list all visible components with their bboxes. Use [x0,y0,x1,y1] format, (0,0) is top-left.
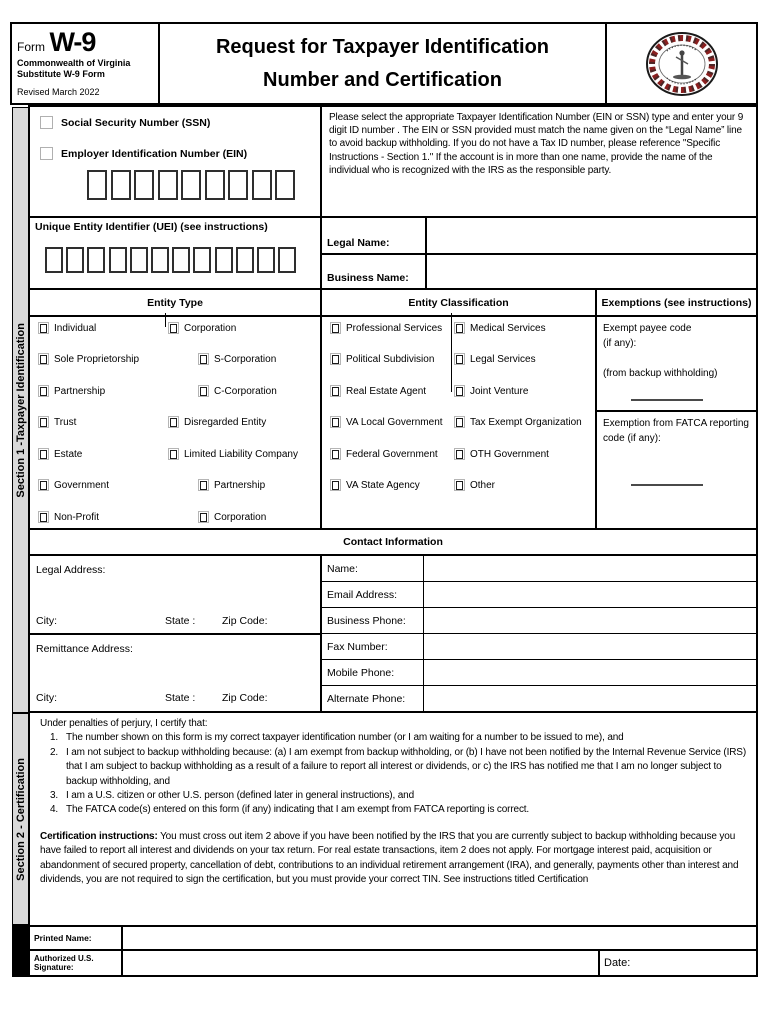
fatca-write-in-line[interactable] [631,484,703,486]
checkbox-icon[interactable] [198,385,209,397]
exemptions-cell [595,288,758,530]
mobile-phone-field[interactable] [424,660,756,685]
ein-label: Employer Identification Number (EIN) [61,147,248,160]
contact-row-label: Fax Number: [322,634,424,659]
contact-details-grid [320,554,758,713]
entity-class-option[interactable]: VA State Agency [330,479,420,491]
entity-class-option[interactable]: Real Estate Agent [330,385,426,397]
contact-row [322,660,756,686]
checkbox-icon[interactable] [330,479,341,491]
contact-row [322,634,756,660]
certification-item: 1. The number shown on this form is my correct taxpayer identification number (or I am waiting for a number to be issued to me), and [50,732,624,744]
checkbox-icon[interactable] [454,416,465,428]
ein-checkbox-icon[interactable] [40,147,53,160]
tin-instructions: Please select the appropriate Taxpayer Identification Number (EIN or SSN) type and enter your 9 digit ID number . The EIN or SSN provided must match the name given on the “Legal Name” line to avoid backup withholding. If you do not have a Tax ID number, please reference "Specific Instructions - Section 1." If the account is in more than one name, provide the name of the individual who is recognized with the IRS as the responsible party. [320,105,758,218]
entity-type-option[interactable]: S-Corporation [198,353,276,365]
checkbox-icon[interactable] [198,353,209,365]
contact-row-label: Mobile Phone: [322,660,424,685]
section-1-label: Section 1 -Taxpayer Identification [15,322,27,498]
checkbox-icon[interactable] [330,448,341,460]
form-title-line-1: Request for Taxpayer Identification [215,35,550,58]
entity-type-option[interactable]: Government [38,479,109,491]
checkbox-icon[interactable] [38,479,49,491]
form-title-line-2: Number and Certification [263,68,502,91]
business-phone-field[interactable] [424,608,756,633]
table-divider [165,313,166,327]
contact-row-label: Name: [322,556,424,581]
legal-name-label: Legal Name: [327,237,390,249]
virginia-seal-icon [623,25,741,103]
form-title [158,22,607,105]
certification-instructions-text: You must cross out item 2 above if you have been notified by the IRS that you are currently subject to backup withholding because you have failed to report all interest and dividends on your tax return. For real estate transactions, item 2 does not apply. For mortgage interest paid, acquisition or abandonment of secured property, cancellation of debt, contributions to an individual retirement arrangement (IRA), and generally, payments other than interest and dividends, you are not required to sign the certification, but you must provide your correct TIN. See instructions titled Certification [40,830,739,886]
org-line-1: Commonwealth of Virginia [17,58,131,68]
ein-option[interactable] [40,147,247,160]
tin-digit-box[interactable] [87,170,107,200]
certification-instructions [40,830,748,888]
entity-class-option[interactable]: Medical Services [454,322,546,334]
checkbox-icon[interactable] [454,479,465,491]
business-name-label: Business Name: [327,272,409,284]
certification-item: 2. I am not subject to backup withholding because: (a) I am exempt from backup withholding, or (b) I have not been notified by the Internal Revenue Service (IRS) that I am subject to backup withholding as a result of a failure to report all interest or dividends, or c) the IRS has notified me that I am no longer subject to backup withholding, and [50,746,747,787]
entity-class-option[interactable]: Other [454,479,495,491]
org-line-2: Substitute W-9 Form [17,69,105,79]
uei-box[interactable] [193,247,211,273]
uei-box[interactable] [45,247,63,273]
tin-digit-box[interactable] [181,170,201,200]
certification-instructions-label: Certification instructions: [40,830,158,842]
fatca-exemption-cell [597,412,756,530]
tin-digit-box[interactable] [228,170,248,200]
exemptions-header: Exemptions (see instructions) [597,290,756,317]
form-number: W-9 [49,27,96,57]
checkbox-icon[interactable] [198,479,209,491]
uei-box[interactable] [172,247,190,273]
tin-selection-cell [28,105,322,218]
checkbox-icon[interactable] [38,416,49,428]
legal-name-label-cell [320,216,427,255]
fatca-line-2: code (if any): [603,433,661,444]
entity-type-option[interactable]: Partnership [198,479,265,491]
state-label: State : [165,692,196,704]
certification-item: 4. The FATCA code(s) entered on this form (if any) indicating that I am exempt from FATCA reporting is correct. [50,804,530,816]
uei-label: Unique Entity Identifier (UEI) (see instructions) [35,221,268,233]
tin-digit-boxes[interactable] [87,170,299,200]
checkbox-icon[interactable] [330,322,341,334]
legal-address-label: Legal Address: [36,564,106,576]
entity-type-option[interactable]: Corporation [198,511,266,523]
contact-row [322,608,756,634]
entity-type-option[interactable]: Disregarded Entity [168,416,266,428]
entity-classification-options [322,317,595,530]
checkbox-icon[interactable] [330,416,341,428]
uei-box[interactable] [236,247,254,273]
email-field[interactable] [424,582,756,607]
checkbox-icon[interactable] [168,448,179,460]
fatca-line-1: Exemption from FATCA reporting [603,418,749,429]
entity-class-option[interactable]: Political Subdivision [330,353,434,365]
section-2-label: Section 2 - Certification [15,757,27,881]
entity-class-option[interactable]: Joint Venture [454,385,528,397]
uei-box[interactable] [130,247,148,273]
uei-box[interactable] [278,247,296,273]
name-field[interactable] [424,556,756,581]
table-divider [451,313,452,392]
city-label: City: [36,615,57,627]
checkbox-icon[interactable] [198,511,209,523]
exempt-payee-line-1: Exempt payee code [603,323,692,334]
entity-type-option[interactable]: Partnership [38,385,105,397]
certification-item: 3. I am a U.S. citizen or other U.S. person (defined later in general instructions), and [50,790,414,802]
uei-box[interactable] [87,247,105,273]
printed-name-label: Printed Name: [34,933,92,943]
entity-class-option[interactable]: VA Local Government [330,416,443,428]
certification-intro: Under penalties of perjury, I certify that: [40,718,208,729]
exempt-payee-line-2: (if any): [603,338,637,349]
checkbox-icon[interactable] [454,322,465,334]
entity-type-option[interactable]: Sole Proprietorship [38,353,139,365]
printed-name-label-cell [28,925,123,951]
checkbox-icon[interactable] [330,353,341,365]
entity-classification-cell [320,288,597,530]
entity-classification-header: Entity Classification [322,290,595,317]
entity-type-option[interactable]: Non-Profit [38,511,99,523]
entity-type-option[interactable]: C-Corporation [198,385,277,397]
ssn-option[interactable] [40,116,210,129]
tin-digit-box[interactable] [134,170,154,200]
entity-type-option[interactable]: Corporation [168,322,236,334]
checkbox-icon[interactable] [38,448,49,460]
uei-box[interactable] [257,247,275,273]
remittance-address-label: Remittance Address: [36,643,133,655]
checkbox-icon[interactable] [38,353,49,365]
entity-class-option[interactable]: OTH Government [454,448,549,460]
entity-type-option[interactable]: Individual [38,322,96,334]
entity-class-option[interactable]: Professional Services [330,322,442,334]
exempt-payee-code-cell [597,317,756,412]
uei-box[interactable] [151,247,169,273]
contact-row-label: Email Address: [322,582,424,607]
entity-class-option[interactable]: Federal Government [330,448,438,460]
date-label: Date: [604,957,631,969]
checkbox-icon[interactable] [454,353,465,365]
tin-digit-box[interactable] [111,170,131,200]
entity-type-options [30,317,320,530]
form-id-box [10,22,160,105]
printed-name-field[interactable] [121,925,758,951]
zip-label: Zip Code: [222,692,268,704]
checkbox-icon[interactable] [454,385,465,397]
checkbox-icon[interactable] [168,322,179,334]
entity-class-option[interactable]: Tax Exempt Organization [454,416,582,428]
checkbox-icon[interactable] [38,322,49,334]
checkbox-icon[interactable] [330,385,341,397]
tin-digit-box[interactable] [275,170,295,200]
alternate-phone-field[interactable] [424,686,756,711]
remittance-address-cell[interactable] [28,633,322,713]
zip-label: Zip Code: [222,615,268,627]
checkbox-icon[interactable] [454,448,465,460]
entity-type-option[interactable]: Limited Liability Company [168,448,298,460]
date-cell[interactable] [598,949,758,977]
revision-date: Revised March 2022 [17,87,100,97]
state-label: State : [165,615,196,627]
entity-type-cell [28,288,322,530]
contact-row [322,556,756,582]
uei-boxes[interactable] [45,247,299,273]
signature-label: Authorized U.S. Signature: [34,954,94,972]
uei-box[interactable] [109,247,127,273]
uei-cell [28,216,322,290]
signature-field[interactable] [121,949,600,977]
entity-type-option[interactable]: Trust [38,416,76,428]
signature-label-cell [28,949,123,977]
contact-row-label: Alternate Phone: [322,686,424,711]
uei-box[interactable] [215,247,233,273]
tin-digit-box[interactable] [252,170,272,200]
fax-number-field[interactable] [424,634,756,659]
tin-digit-box[interactable] [205,170,225,200]
contact-row-label: Business Phone: [322,608,424,633]
checkbox-icon[interactable] [38,511,49,523]
legal-name-field[interactable] [425,216,758,255]
form-word: Form [17,40,45,54]
legal-address-cell[interactable] [28,554,322,635]
entity-class-option[interactable]: Legal Services [454,353,536,365]
exempt-payee-line-3: (from backup withholding) [603,368,718,379]
city-label: City: [36,692,57,704]
contact-row [322,582,756,608]
business-name-label-cell [320,253,427,290]
entity-type-header: Entity Type [30,290,320,317]
uei-box[interactable] [66,247,84,273]
ssn-checkbox-icon[interactable] [40,116,53,129]
business-name-field[interactable] [425,253,758,290]
ssn-label: Social Security Number (SSN) [61,116,211,129]
tin-digit-box[interactable] [158,170,178,200]
certification-cell [28,711,758,927]
checkbox-icon[interactable] [38,385,49,397]
entity-type-option[interactable]: Estate [38,448,82,460]
contact-row [322,686,756,711]
contact-information-header: Contact Information [28,528,758,556]
virginia-seal-box [605,22,758,105]
exempt-payee-write-in-line[interactable] [631,399,703,401]
checkbox-icon[interactable] [168,416,179,428]
